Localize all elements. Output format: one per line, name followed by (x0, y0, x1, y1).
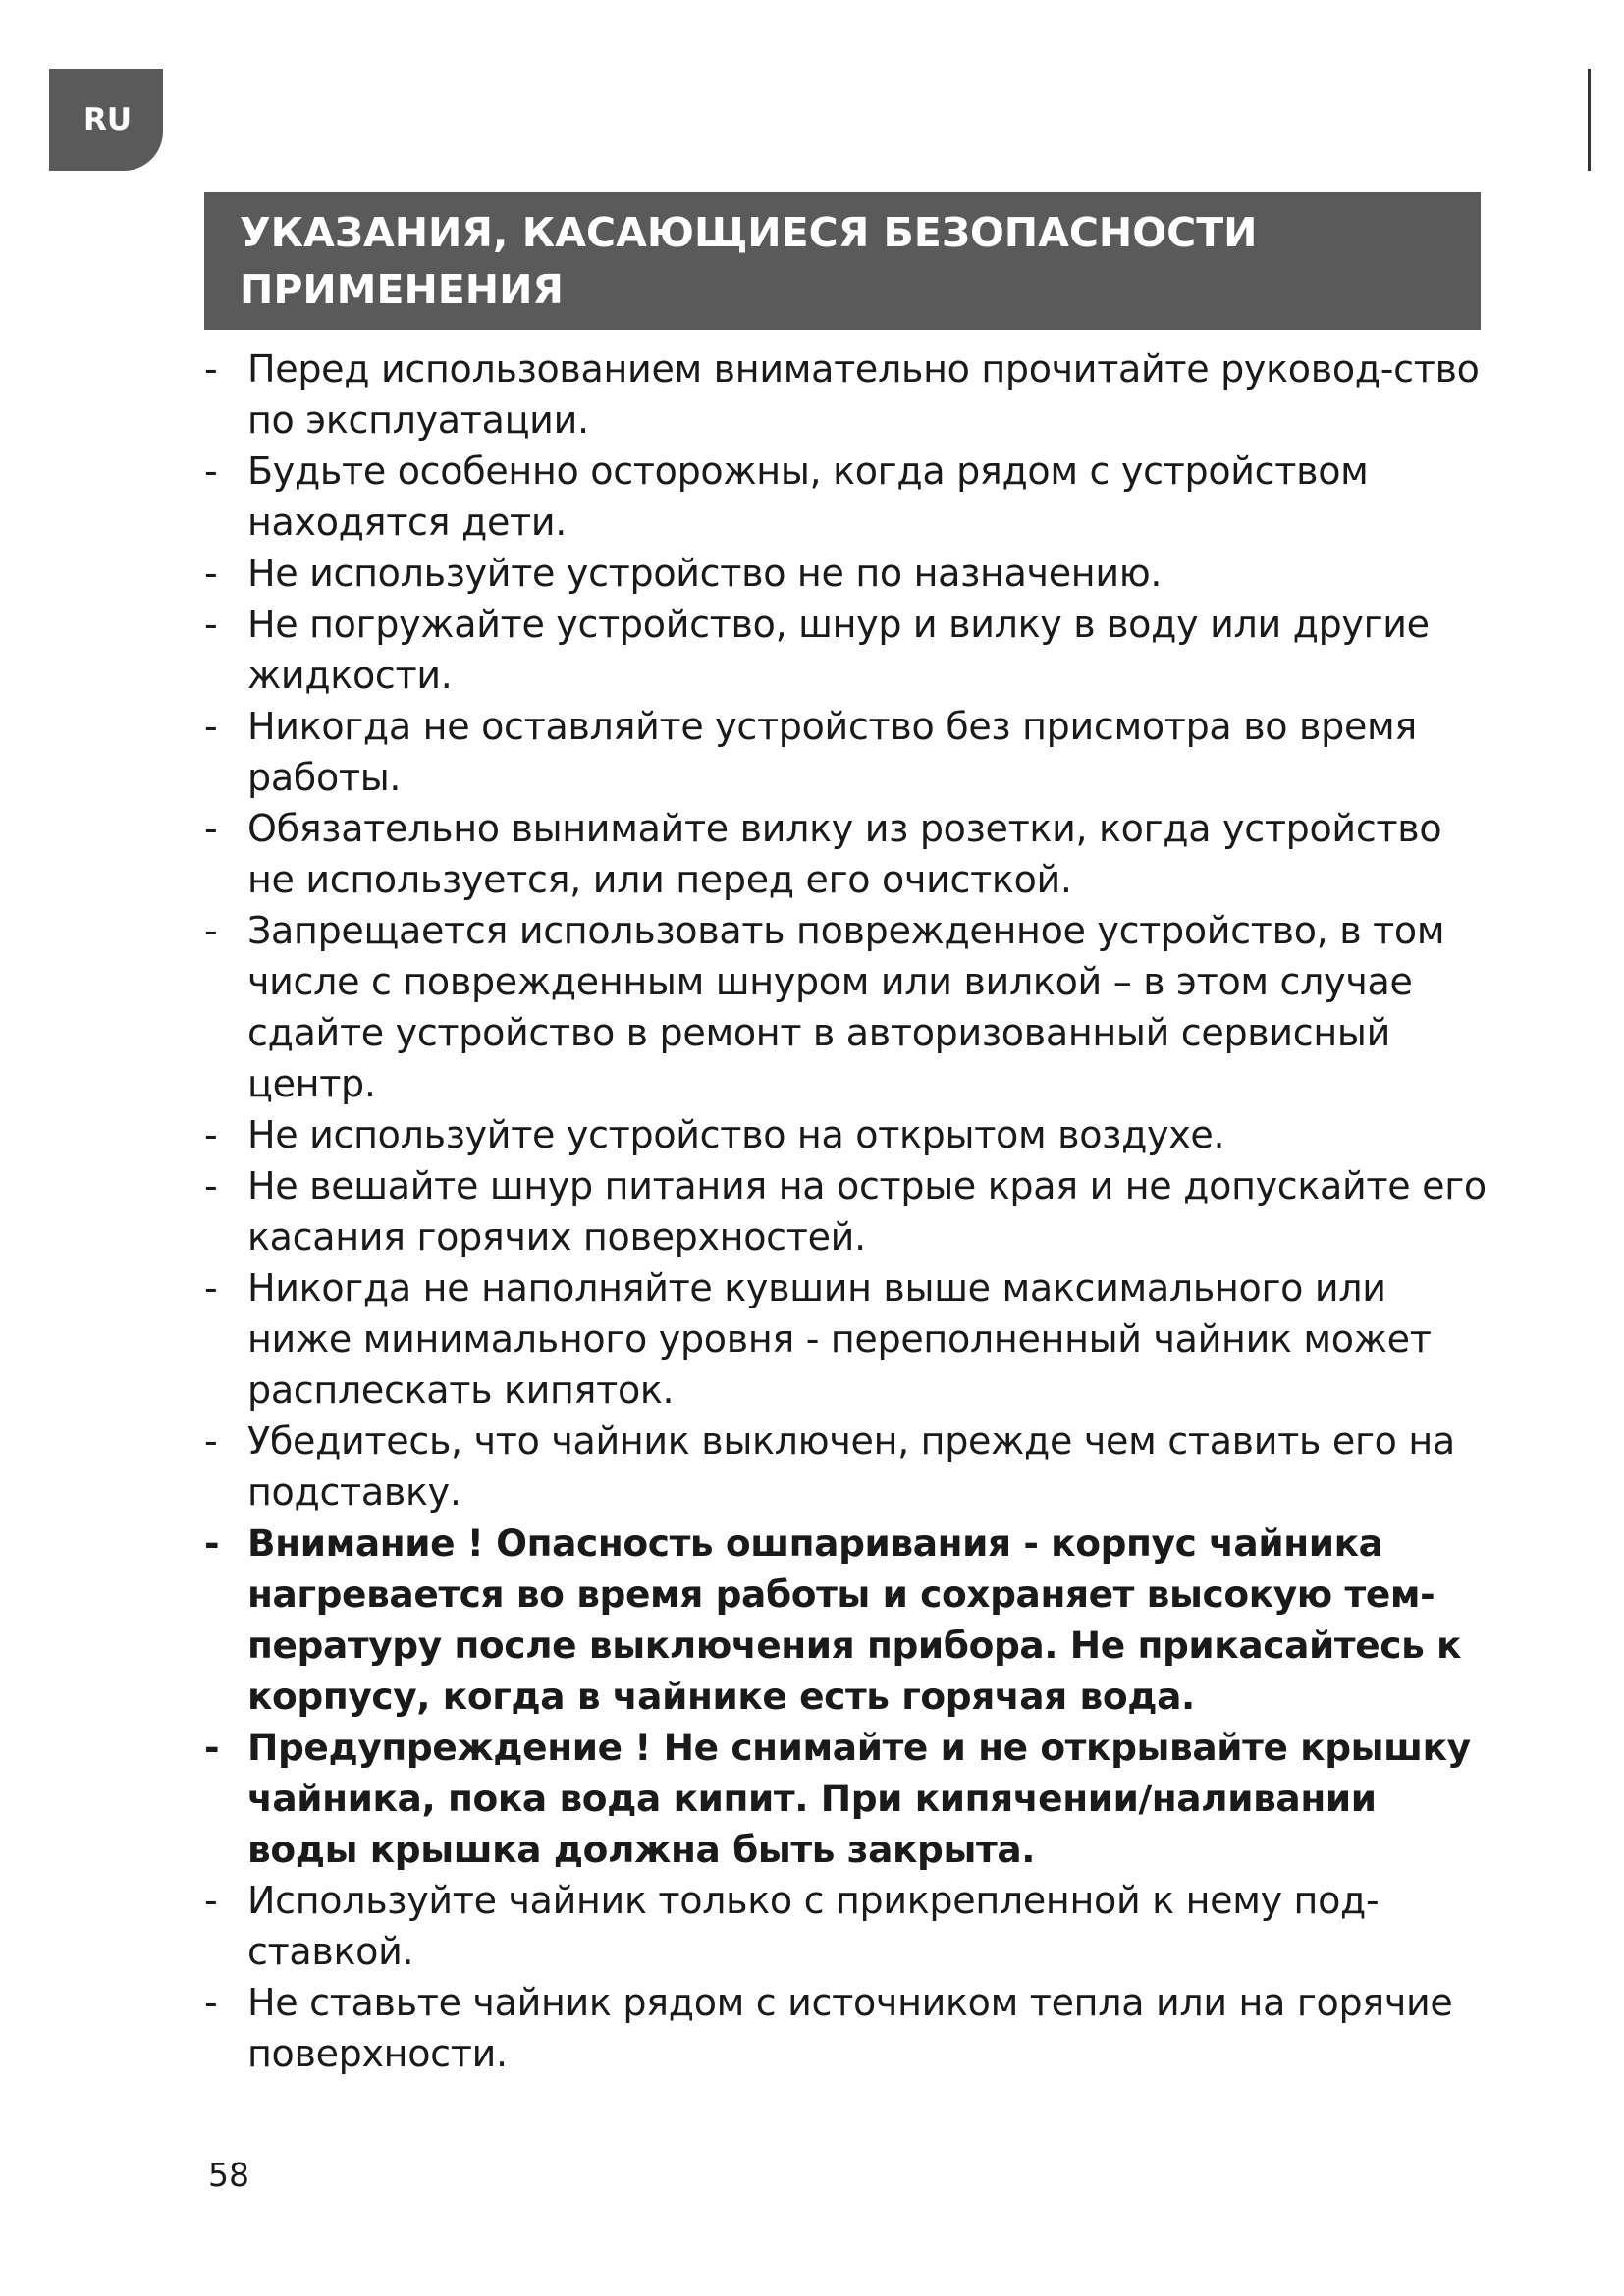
list-item-text: Не ставьте чайник рядом с источником тепла или на горячие поверхности. (247, 1981, 1453, 2075)
list-bullet: - (204, 909, 218, 952)
list-bullet: - (204, 1981, 218, 2024)
list-bullet: - (204, 807, 218, 850)
section-title (204, 192, 1481, 330)
list-item (196, 1977, 1492, 2079)
warning-item-lid (196, 1722, 1492, 1875)
list-item (196, 599, 1492, 701)
list-item-text: Перед использованием внимательно прочитайте руковод-ство по эксплуатации. (247, 347, 1480, 442)
list-item (196, 1262, 1492, 1415)
safety-instructions-list (196, 344, 1492, 2079)
list-item-text: Никогда не наполняйте кувшин выше максимального или ниже минимального уровня - переполненный чайник может расплескать кипяток. (247, 1266, 1432, 1412)
list-item-text: Будьте особенно осторожны, когда рядом с устройством находятся дети. (247, 450, 1369, 544)
list-item-text: Предупреждение ! Не снимайте и не открывайте крышку чайника, пока вода кипит. При кипячении/наливании воды крышка должна быть закрыта. (247, 1726, 1471, 1871)
list-item (196, 1875, 1492, 1977)
list-bullet: - (204, 552, 218, 595)
list-bullet: - (204, 1726, 220, 1769)
list-item-text: Не используйте устройство не по назначению. (247, 552, 1163, 595)
list-item-text: Не погружайте устройство, шнур и вилку в воду или другие жидкости. (247, 603, 1430, 697)
list-bullet: - (204, 1522, 220, 1565)
list-bullet: - (204, 1266, 218, 1309)
list-bullet: - (204, 347, 218, 391)
list-item-text: Никогда не оставляйте устройство без присмотра во время работы. (247, 705, 1417, 799)
list-item-text: Запрещается использовать поврежденное устройство, в том числе с поврежденным шнуром или вилкой – в этом случае сдайте устройство в ремонт в авторизованный сервисный центр. (247, 909, 1445, 1105)
list-item (196, 1109, 1492, 1160)
list-item-text: Обязательно вынимайте вилку из розетки, когда устройство не используется, или перед его очисткой. (247, 807, 1442, 901)
page-edge-marker (1588, 69, 1591, 171)
list-item (196, 446, 1492, 548)
list-bullet: - (204, 450, 218, 493)
warning-item-scalding (196, 1518, 1492, 1722)
language-tab (49, 69, 163, 171)
list-item-text: Не используйте устройство на открытом воздухе. (247, 1113, 1225, 1156)
language-code: RU (83, 102, 133, 137)
list-item (196, 905, 1492, 1109)
list-item-text: Убедитесь, что чайник выключен, прежде чем ставить его на подставку. (247, 1419, 1455, 1514)
list-item (196, 701, 1492, 803)
list-item (196, 344, 1492, 446)
list-item-text: Не вешайте шнур питания на острые края и не допускайте его касания горячих поверхностей. (247, 1164, 1487, 1258)
list-item (196, 548, 1492, 599)
section-title-line-2: ПРИМЕНЕНИЯ (240, 266, 565, 313)
list-bullet: - (204, 1419, 218, 1463)
list-item (196, 803, 1492, 905)
list-bullet: - (204, 1113, 218, 1156)
list-bullet: - (204, 1164, 218, 1207)
list-item-text: Используйте чайник только с прикрепленной к нему под-ставкой. (247, 1879, 1380, 1973)
list-bullet: - (204, 603, 218, 646)
list-item (196, 1160, 1492, 1262)
list-item-text: Внимание ! Опасность ошпаривания - корпус чайника нагревается во время работы и сохраняет высокую тем-пературу после выключения прибора. Не прикасайтесь к корпусу, когда в чайнике есть горячая вода. (247, 1522, 1462, 1718)
list-item (196, 1415, 1492, 1518)
section-title-line-1: УКАЗАНИЯ, КАСАЮЩИЕСЯ БЕЗОПАСНОСТИ (240, 209, 1258, 256)
list-bullet: - (204, 705, 218, 748)
list-bullet: - (204, 1879, 218, 1922)
page-number: 58 (208, 2156, 249, 2194)
